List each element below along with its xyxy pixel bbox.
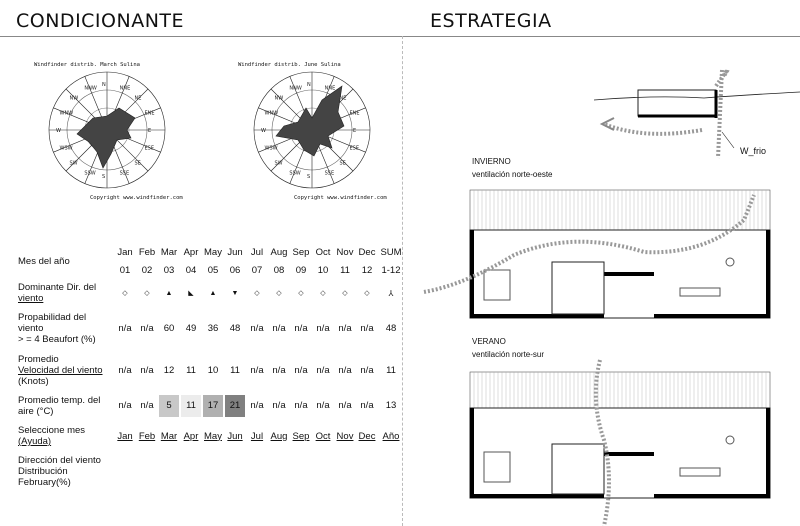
plan-invierno: [424, 190, 770, 318]
temp-cell: n/a: [272, 400, 286, 411]
temp-cell: n/a: [294, 400, 308, 411]
direction-icon: ◇: [144, 290, 150, 297]
month-number: 12: [361, 264, 373, 276]
direction-icon: ▼: [231, 289, 239, 297]
compass-label: SE: [134, 160, 141, 167]
vel-cell: 12: [163, 364, 175, 376]
temp-cell: 17: [202, 391, 224, 421]
prob-cell: n/a: [272, 322, 286, 334]
header-divider: [0, 36, 800, 37]
direction-icon: ⅄: [388, 288, 394, 298]
compass-label: NNE: [324, 85, 336, 92]
vel-cell: n/a: [272, 364, 286, 376]
prob-cell: 36: [207, 322, 219, 334]
prob-cell: 49: [185, 322, 197, 334]
month-number: 01: [119, 264, 131, 276]
prob-cell: n/a: [316, 322, 330, 334]
compass-label: NNE: [119, 85, 131, 92]
month-header: Aug: [270, 247, 288, 258]
prob-cell: 48: [385, 322, 397, 334]
compass-label: N: [102, 82, 106, 88]
compass-label: E: [353, 128, 357, 134]
compass-label: NE: [134, 95, 142, 102]
compass-label: E: [148, 128, 152, 134]
prob-cell: n/a: [360, 322, 374, 334]
compass-label: SSW: [289, 170, 301, 177]
vel-cell: 11: [186, 364, 196, 376]
month-number: 04: [185, 264, 197, 276]
compass-label: NNW: [84, 85, 97, 92]
compass-label: S: [102, 174, 106, 180]
month-link[interactable]: Aug: [270, 430, 288, 442]
compass-label: WNW: [59, 110, 74, 117]
vel-cell: 11: [230, 364, 240, 376]
month-link[interactable]: Dec: [358, 430, 376, 442]
compass-label: SSE: [324, 170, 335, 177]
wind-rose-march: [30, 66, 180, 194]
row-label-seleccione: Seleccione mes (Ayuda): [18, 425, 86, 447]
vel-cell: n/a: [250, 364, 264, 376]
compass-label: SE: [339, 160, 346, 167]
month-number: 10: [317, 264, 329, 276]
month-header: Jun: [227, 247, 243, 258]
prob-cell: n/a: [118, 322, 132, 334]
wind-rose-june: [235, 66, 385, 194]
direction-icon: ◇: [342, 290, 348, 297]
compass-label: NE: [339, 95, 347, 102]
prob-cell: n/a: [294, 322, 308, 334]
month-header: SUM: [380, 247, 402, 258]
month-number: 05: [207, 264, 219, 276]
compass-label: S: [307, 174, 311, 180]
temp-cell: n/a: [360, 400, 374, 411]
month-link[interactable]: Apr: [183, 430, 199, 442]
compass-label: N: [307, 82, 311, 88]
rose-copyright-june: Copyright www.windfinder.com: [294, 195, 387, 201]
invierno-subtitle: ventilación norte-oeste: [472, 170, 553, 179]
temp-cell: 21: [224, 391, 246, 421]
vel-cell: n/a: [360, 364, 374, 376]
prob-cell: 60: [163, 322, 175, 334]
month-number: 03: [163, 264, 175, 276]
month-number: 02: [141, 264, 153, 276]
title-condicionante: CONDICIONANTE: [16, 10, 185, 32]
row-label-distribucion: Dirección del viento Distribución February(%): [18, 454, 101, 488]
vel-cell: 10: [207, 364, 219, 376]
month-link[interactable]: Nov: [336, 430, 354, 442]
month-header: Oct: [315, 247, 331, 258]
temp-cell: n/a: [250, 400, 264, 411]
month-header: Apr: [183, 247, 199, 258]
month-number: 1-12: [381, 264, 401, 276]
wind-cold-label: W_frio: [740, 146, 767, 156]
month-header: Jul: [250, 247, 264, 258]
compass-label: ESE: [349, 145, 359, 152]
row-label-velocidad: Promedio Velocidad del viento (Knots): [18, 353, 103, 387]
vel-cell: n/a: [140, 364, 154, 376]
help-link[interactable]: (Ayuda): [18, 436, 52, 447]
month-link[interactable]: May: [204, 430, 222, 442]
verano-subtitle: ventilación norte-sur: [472, 350, 545, 359]
row-label-temperatura: Promedio temp. del aire (°C): [18, 395, 101, 417]
month-header: Nov: [336, 247, 354, 258]
direction-icon: ◇: [298, 290, 304, 297]
site-section: [594, 70, 800, 158]
strategy-diagrams: [404, 40, 800, 526]
compass-label: NW: [69, 95, 79, 102]
compass-label: SSE: [119, 170, 130, 177]
direction-icon: ▲: [209, 289, 217, 297]
month-header: Mar: [160, 247, 178, 258]
month-link[interactable]: Año: [382, 430, 400, 442]
rose-caption-march: Windfinder distrib. March Sulina: [34, 62, 140, 68]
compass-label: NNW: [289, 85, 302, 92]
temp-cell: 5: [158, 391, 180, 421]
row-label-mes: Mes del año: [18, 256, 70, 267]
compass-label: WSW: [59, 145, 73, 152]
month-header: May: [204, 247, 222, 258]
temp-cell: n/a: [140, 400, 154, 411]
row-label-probabilidad: Propabilidad del viento > = 4 Beaufort (%): [18, 311, 96, 345]
vel-cell: 11: [386, 364, 396, 376]
month-link[interactable]: Oct: [315, 430, 331, 442]
temp-cell: 11: [180, 391, 202, 421]
compass-label: W: [261, 128, 266, 134]
compass-label: NW: [274, 95, 284, 102]
month-number: 11: [340, 264, 350, 276]
month-link[interactable]: Mar: [160, 430, 178, 442]
prob-cell: 48: [229, 322, 241, 334]
month-number: 06: [229, 264, 241, 276]
compass-label: SW: [274, 160, 283, 167]
compass-label: SW: [69, 160, 78, 167]
month-number: 07: [251, 264, 263, 276]
temp-cell: n/a: [316, 400, 330, 411]
direction-icon: ◇: [254, 290, 260, 297]
compass-label: WNW: [264, 110, 279, 117]
vel-cell: n/a: [294, 364, 308, 376]
wind-statistics-table: [18, 244, 404, 491]
direction-icon: ▲: [165, 289, 173, 297]
compass-label: SSW: [84, 170, 96, 177]
compass-label: ENE: [144, 110, 155, 117]
prob-cell: n/a: [250, 322, 264, 334]
vel-cell: n/a: [316, 364, 330, 376]
title-estrategia: ESTRATEGIA: [430, 10, 552, 32]
month-number: 08: [273, 264, 285, 276]
temp-cell: n/a: [338, 400, 352, 411]
compass-label: W: [56, 128, 61, 134]
direction-icon: ◇: [276, 290, 282, 297]
direction-icon: ◇: [320, 290, 326, 297]
plan-verano: [470, 360, 770, 526]
month-link[interactable]: Feb: [138, 430, 156, 442]
prob-cell: n/a: [338, 322, 352, 334]
month-header: Feb: [138, 247, 156, 258]
month-link[interactable]: Jun: [227, 430, 243, 442]
month-header: Jan: [117, 247, 133, 258]
row-label-direccion: Dominante Dir. del viento: [18, 282, 97, 304]
prob-cell: n/a: [140, 322, 154, 334]
verano-title: VERANO: [472, 337, 506, 346]
month-header: Dec: [358, 247, 376, 258]
vel-cell: n/a: [118, 364, 132, 376]
compass-label: ESE: [144, 145, 154, 152]
direction-icon: ◇: [364, 290, 370, 297]
temp-cell: 13: [385, 400, 397, 411]
month-link[interactable]: Sep: [292, 430, 310, 442]
direction-icon: ◇: [122, 290, 128, 297]
rose-caption-june: Windfinder distrib. June Sulina: [238, 62, 341, 68]
month-header: Sep: [292, 247, 310, 258]
month-link[interactable]: Jan: [117, 430, 133, 442]
invierno-title: INVIERNO: [472, 157, 511, 166]
vel-cell: n/a: [338, 364, 352, 376]
compass-label: ENE: [349, 110, 360, 117]
temp-cell: n/a: [118, 400, 132, 411]
month-number: 09: [295, 264, 307, 276]
compass-label: WSW: [264, 145, 278, 152]
month-link[interactable]: Jul: [250, 430, 264, 442]
direction-icon: ◣: [188, 290, 194, 297]
rose-copyright-march: Copyright www.windfinder.com: [90, 195, 183, 201]
